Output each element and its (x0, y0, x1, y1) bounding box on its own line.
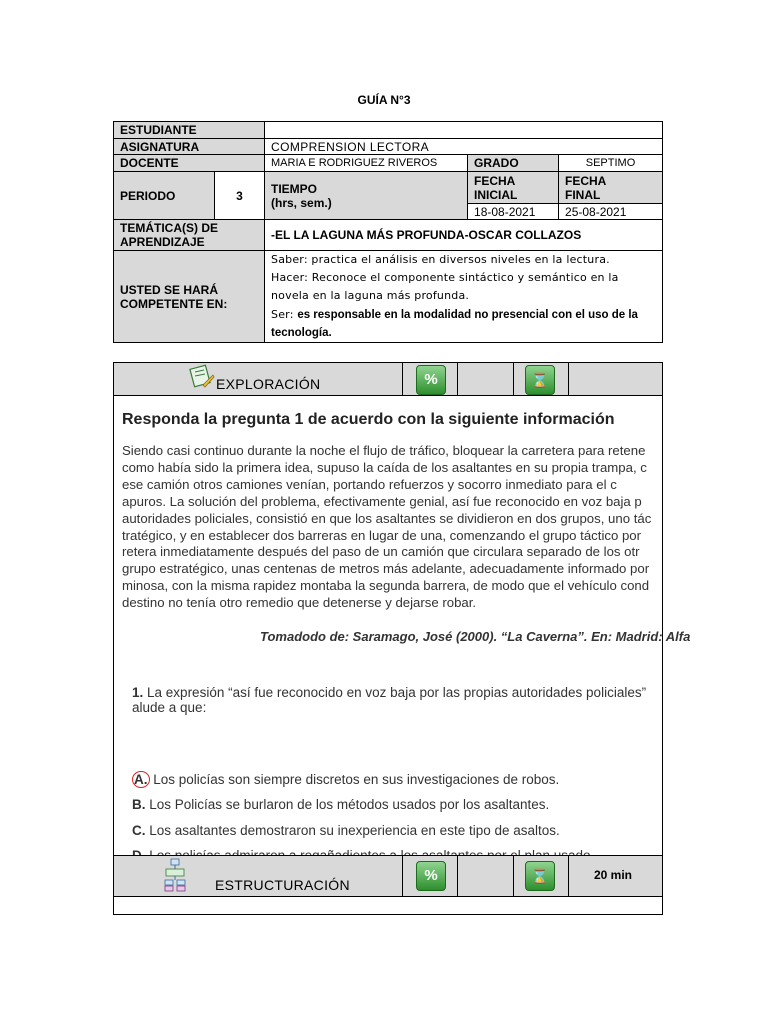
periodo-label: PERIODO (114, 172, 215, 220)
fecha-final-label (559, 172, 663, 204)
estructuracion-header (114, 856, 662, 897)
fecha-final-label-1: FECHA (565, 173, 607, 188)
passage-line: autoridades policiales, consistió en que los asaltantes se dividieron en dos grupos, uno tác (122, 510, 652, 526)
percent-icon: % (416, 365, 446, 395)
ser-line (271, 305, 656, 324)
tiempo-unit: (hrs, sem.) (271, 195, 332, 210)
divider (457, 856, 458, 896)
fecha-final-label-2: FINAL (565, 187, 601, 202)
passage-line: minosa, con la misma rapidez montaba la segunda barrera, de modo que el vehículo cond (122, 578, 650, 594)
divider (402, 856, 403, 896)
fecha-final-value: 25-08-2021 (559, 204, 663, 220)
divider (513, 856, 514, 896)
exploracion-header (114, 363, 662, 396)
tematica-label (114, 220, 265, 251)
saber-text: Saber: practica el análisis en diversos niveles en la lectura. (271, 253, 610, 266)
option-b (132, 792, 594, 817)
passage-line: como había sido la primera idea, supuso la caída de los asaltantes en su propia trampa, c (122, 459, 647, 475)
option-text: Los Policías se burlaron de los métodos usados por los asaltantes. (149, 797, 550, 813)
passage-line: retera inmediatamente después del paso de un camión que circulara separado de los otr (122, 544, 640, 560)
option-text: Los policías son siempre discretos en sus investigaciones de robos. (153, 772, 560, 787)
passage-line: grupo estratégico, unas centenas de metros más adelante, adecuadamente informado por (122, 561, 650, 577)
estudiante-value (265, 122, 663, 139)
passage-line: tratégico, y en establecer dos barreras en lugar de una, comenzando el grupo táctico por (122, 527, 642, 543)
passage-source: Tomadodo de: Saramago, José (2000). “La Caverna”. En: Madrid: Alfa (260, 629, 691, 644)
hourglass-icon: ⌛ (525, 365, 555, 395)
ser-text-2: tecnología. (271, 327, 332, 339)
tematica-value: -EL LA LAGUNA MÁS PROFUNDA-OSCAR COLLAZOS (265, 220, 663, 251)
option-letter-c: C. (132, 822, 146, 838)
option-list (132, 767, 594, 868)
exploracion-section (113, 362, 691, 857)
passage-line: Siendo casi continuo durante la noche el flujo de tráfico, bloquear la carretera para retene (122, 443, 646, 458)
hacer-text-2: novela en la laguna más profunda. (271, 289, 470, 302)
passage-line: apuros. La solución del problema, efectivamente genial, así fue reconocido en voz baja p (122, 493, 642, 509)
option-a (132, 767, 594, 792)
ser-text-1: es responsable en la modalidad no presencial con el uso de la (297, 309, 638, 321)
divider (568, 856, 569, 896)
diagram-icon (163, 858, 187, 892)
competente-label-1: USTED SE HARÁ (120, 282, 219, 297)
option-letter-a: A. (134, 772, 148, 787)
passage (122, 443, 651, 612)
prompt-line-1 (132, 685, 646, 700)
docente-label: DOCENTE (114, 155, 265, 172)
info-table (113, 121, 663, 343)
docente-value: MARIA E RODRIGUEZ RIVEROS (265, 155, 468, 172)
periodo-value: 3 (215, 172, 265, 220)
question-image (116, 399, 691, 851)
hacer-text-1: Hacer: Reconoce el componente sintáctico y semántico en la (271, 271, 619, 284)
fecha-inicial-label (468, 172, 559, 204)
passage-line: ese camión otros camiones venían, portando refuerzos y socorro inmediato para el c (122, 476, 617, 492)
fecha-inicial-label-2: INICIAL (474, 187, 518, 202)
divider (568, 363, 569, 395)
grado-label: GRADO (468, 155, 559, 172)
tiempo-cell (265, 172, 468, 220)
competente-label-2: COMPETENTE EN: (120, 296, 228, 311)
prompt-text-1: La expresión “así fue reconocido en voz baja por las propias autoridades policiales” (147, 685, 647, 700)
competente-label (114, 251, 265, 343)
guide-title: GUÍA N°3 (357, 93, 411, 107)
divider (513, 363, 514, 395)
notepad-icon (189, 365, 215, 389)
question-prompt (132, 685, 646, 715)
exploracion-label: EXPLORACIÓN (216, 376, 321, 392)
fecha-inicial-label-1: FECHA (474, 173, 516, 188)
prompt-text-2: alude a que: (132, 700, 207, 715)
passage-line: destino no tenía otro remedio que detenerse y dejarse robar. (122, 595, 477, 611)
divider (457, 363, 458, 395)
ser-prefix: Ser: (271, 308, 298, 321)
option-letter-b: B. (132, 797, 146, 813)
tematica-label-1: TEMÁTICA(S) DE (120, 221, 218, 235)
option-c (132, 818, 594, 843)
estudiante-label: ESTUDIANTE (114, 122, 265, 139)
hourglass-icon: ⌛ (525, 861, 555, 891)
divider (402, 363, 403, 395)
question-heading: Responda la pregunta 1 de acuerdo con la siguiente información (122, 411, 615, 428)
competencias-cell (265, 251, 663, 343)
estructuracion-label: ESTRUCTURACIÓN (215, 877, 350, 893)
tiempo-label: TIEMPO (271, 181, 318, 196)
grado-value: SEPTIMO (559, 155, 663, 172)
time-label: 20 min (594, 868, 633, 882)
percent-icon: % (416, 861, 446, 891)
question-number: 1. (132, 685, 144, 700)
estructuracion-section (113, 855, 663, 915)
asignatura-label: ASIGNATURA (114, 139, 265, 155)
asignatura-value: COMPRENSION LECTORA (265, 139, 663, 155)
fecha-inicial-value: 18-08-2021 (468, 204, 559, 220)
option-text: Los asaltantes demostraron su inexperiencia en este tipo de asaltos. (149, 822, 560, 838)
tematica-label-2: APRENDIZAJE (120, 235, 205, 249)
